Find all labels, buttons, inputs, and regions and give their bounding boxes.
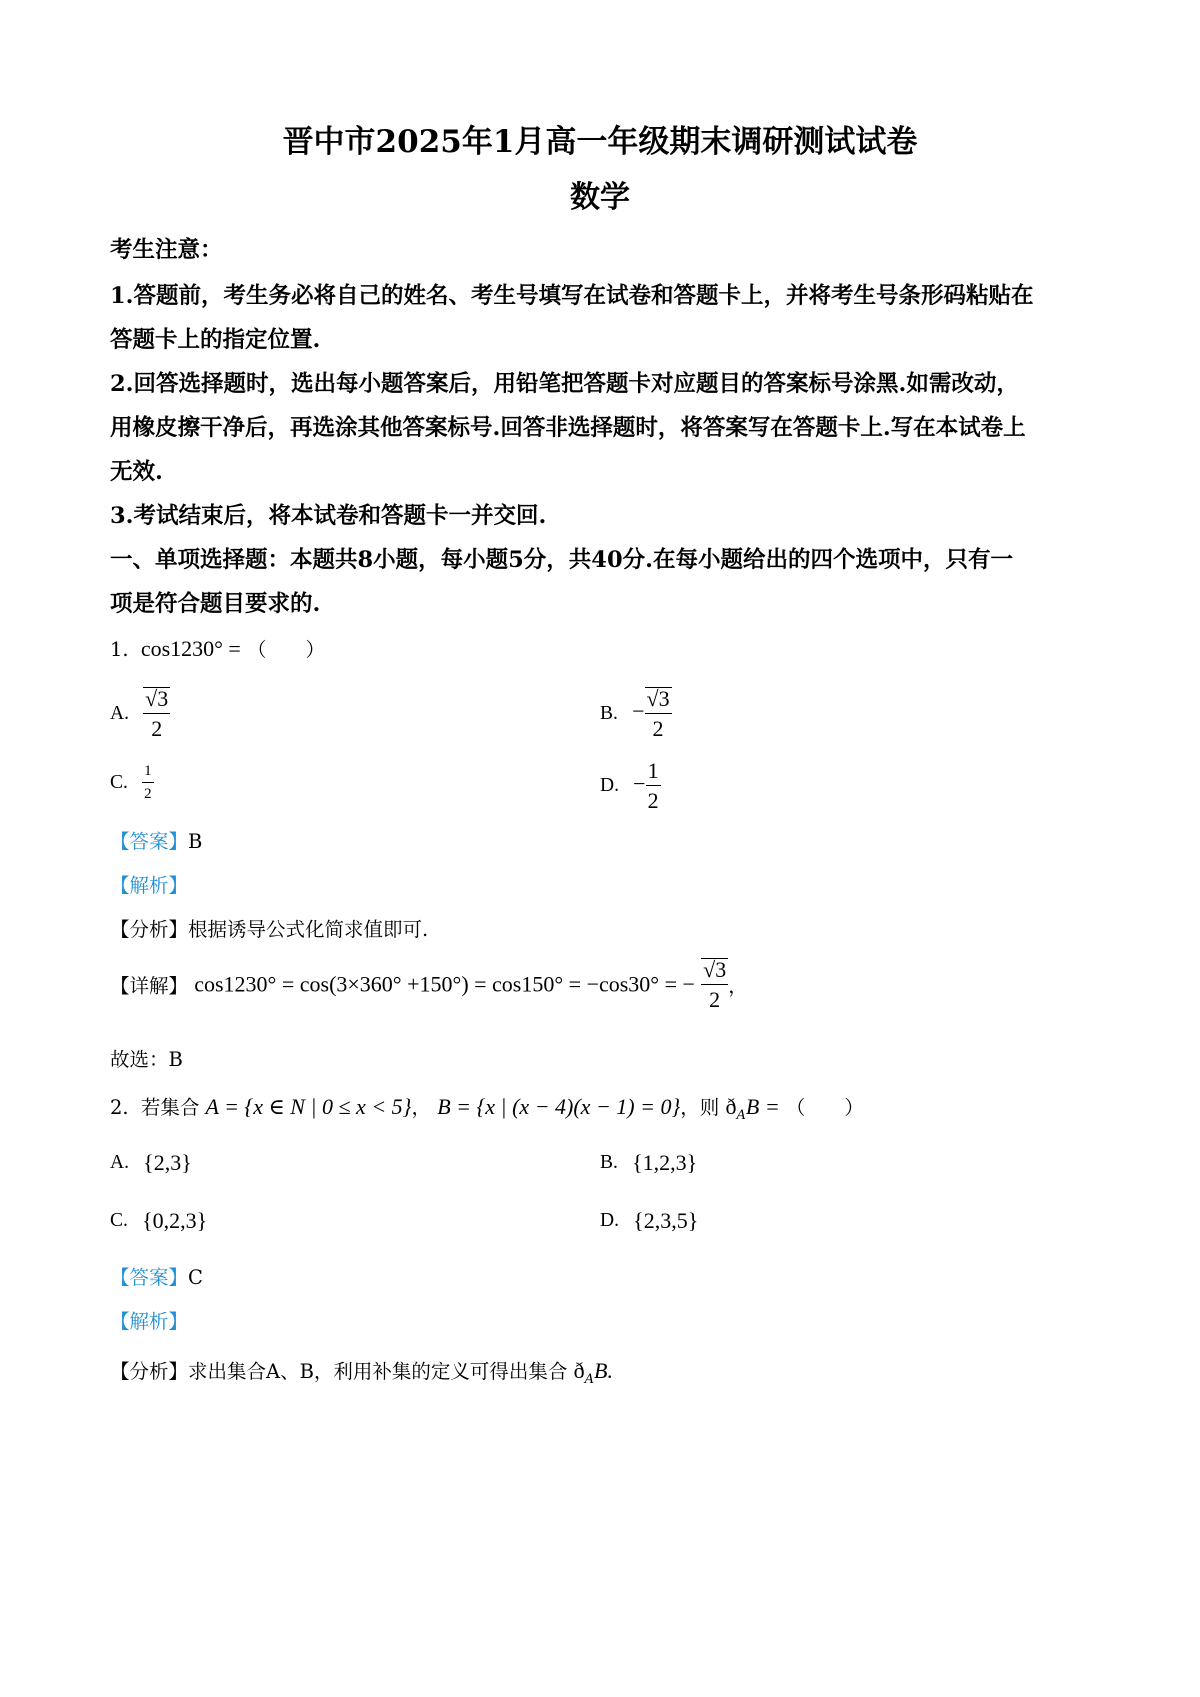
question-1-option-d: D. − $\frac{1}{2}$ [600,758,659,813]
detail-fraction: $\frac{√3}{2}$ [703,957,727,1012]
notice-item-3: 3.考试结束后，将本试卷和答题卡一并交回. [110,503,547,529]
analysis-tag: 【分析】 [110,918,189,941]
question-2-option-c: C. {0,2,3} [110,1208,208,1233]
question-1-option-b: B. − $\frac{√3}{2}$ [600,686,670,741]
exam-subject: 数学 [570,180,630,215]
answer-tag: 【答案】 [110,830,189,853]
question-1-blank: （ ） [247,638,326,661]
notice-item-2-line-2: 用橡皮擦干净后，再选涂其他答案标号.回答非选择题时，将答案写在答题卡上.写在本试卷上 [110,415,1026,441]
question-2-option-a: A. {2,3} [110,1150,192,1175]
complement-symbol: ð [725,1094,737,1119]
question-2-set-b: B = {x | (x − 4)(x − 1) = 0} [437,1094,681,1119]
question-1-answer [110,826,202,854]
answer-tag: 【答案】 [110,1266,189,1289]
question-1-number: 1. [110,638,129,661]
question-2-number: 2. [110,1096,129,1119]
section-1-heading-line-2: 项是符合题目要求的. [110,591,321,617]
question-2-blank: （ ） [785,1096,864,1119]
detail-tag: 【详解】 [110,974,189,998]
question-1-conclusion: 故选：B [110,1048,183,1071]
section-1-heading-line-1: 一、单项选择题：本题共8小题，每小题5分，共40分.在每小题给出的四个选项中，只有一 [110,547,1013,573]
answer-value: C [188,1266,203,1289]
question-1-stem [110,634,325,662]
question-1-option-c: C. $\frac{1}{2}$ [110,763,152,802]
complement-symbol: ð [573,1358,585,1383]
question-2-stem: 2. 若集合 A = {x ∈ N | 0 ≤ x < 5}， B = {x | (x − 4)(x − 1) = 0}，则 $ð_AB$ = （ ） [110,1094,864,1123]
question-2-option-d: D. {2,3,5} [600,1208,699,1233]
detail-expression: cos1230° = cos(3×360° +150°) = cos150° = −cos30° = − [194,971,695,997]
question-2-option-b: B. {1,2,3} [600,1150,698,1175]
question-1-detail: 【详解】 cos1230° = cos(3×360° +150°) = cos150° = −cos30° = − $\frac{√3}{2}$ ， [110,957,748,1012]
question-1-analysis [110,914,428,942]
question-1-option-a: A. $\frac{√3}{2}$ [110,686,169,741]
notice-heading: 考生注意： [110,237,223,263]
question-2-answer [110,1262,203,1290]
question-2-analysis: 【分析】求出集合A、B，利用补集的定义可得出集合 $ð_AB$. [110,1358,613,1387]
question-2-jiexi-tag: 【解析】 [110,1310,189,1333]
exam-title: 晋中市2025年1月高一年级期末调研测试试卷 [282,124,918,160]
analysis-text: 根据诱导公式化简求值即可. [188,918,429,941]
analysis-text: 求出集合A、B，利用补集的定义可得出集合 [188,1360,568,1383]
answer-value: B [188,830,203,853]
notice-item-1-line-2: 答题卡上的指定位置. [110,327,321,353]
question-2-set-a: A = {x ∈ N | 0 ≤ x < 5} [205,1094,412,1119]
analysis-tag: 【分析】 [110,1360,189,1383]
notice-item-2-line-3: 无效. [110,459,163,485]
notice-item-1-line-1: 1.答题前，考生务必将自己的姓名、考生号填写在试卷和答题卡上，并将考生号条形码粘贴在 [110,283,1034,309]
question-1-jiexi-tag: 【解析】 [110,874,189,897]
notice-item-2-line-1: 2.回答选择题时，选出每小题答案后，用铅笔把答题卡对应题目的答案标号涂黑.如需改动， [110,371,1019,397]
question-1-expression: cos1230° = [140,636,241,661]
